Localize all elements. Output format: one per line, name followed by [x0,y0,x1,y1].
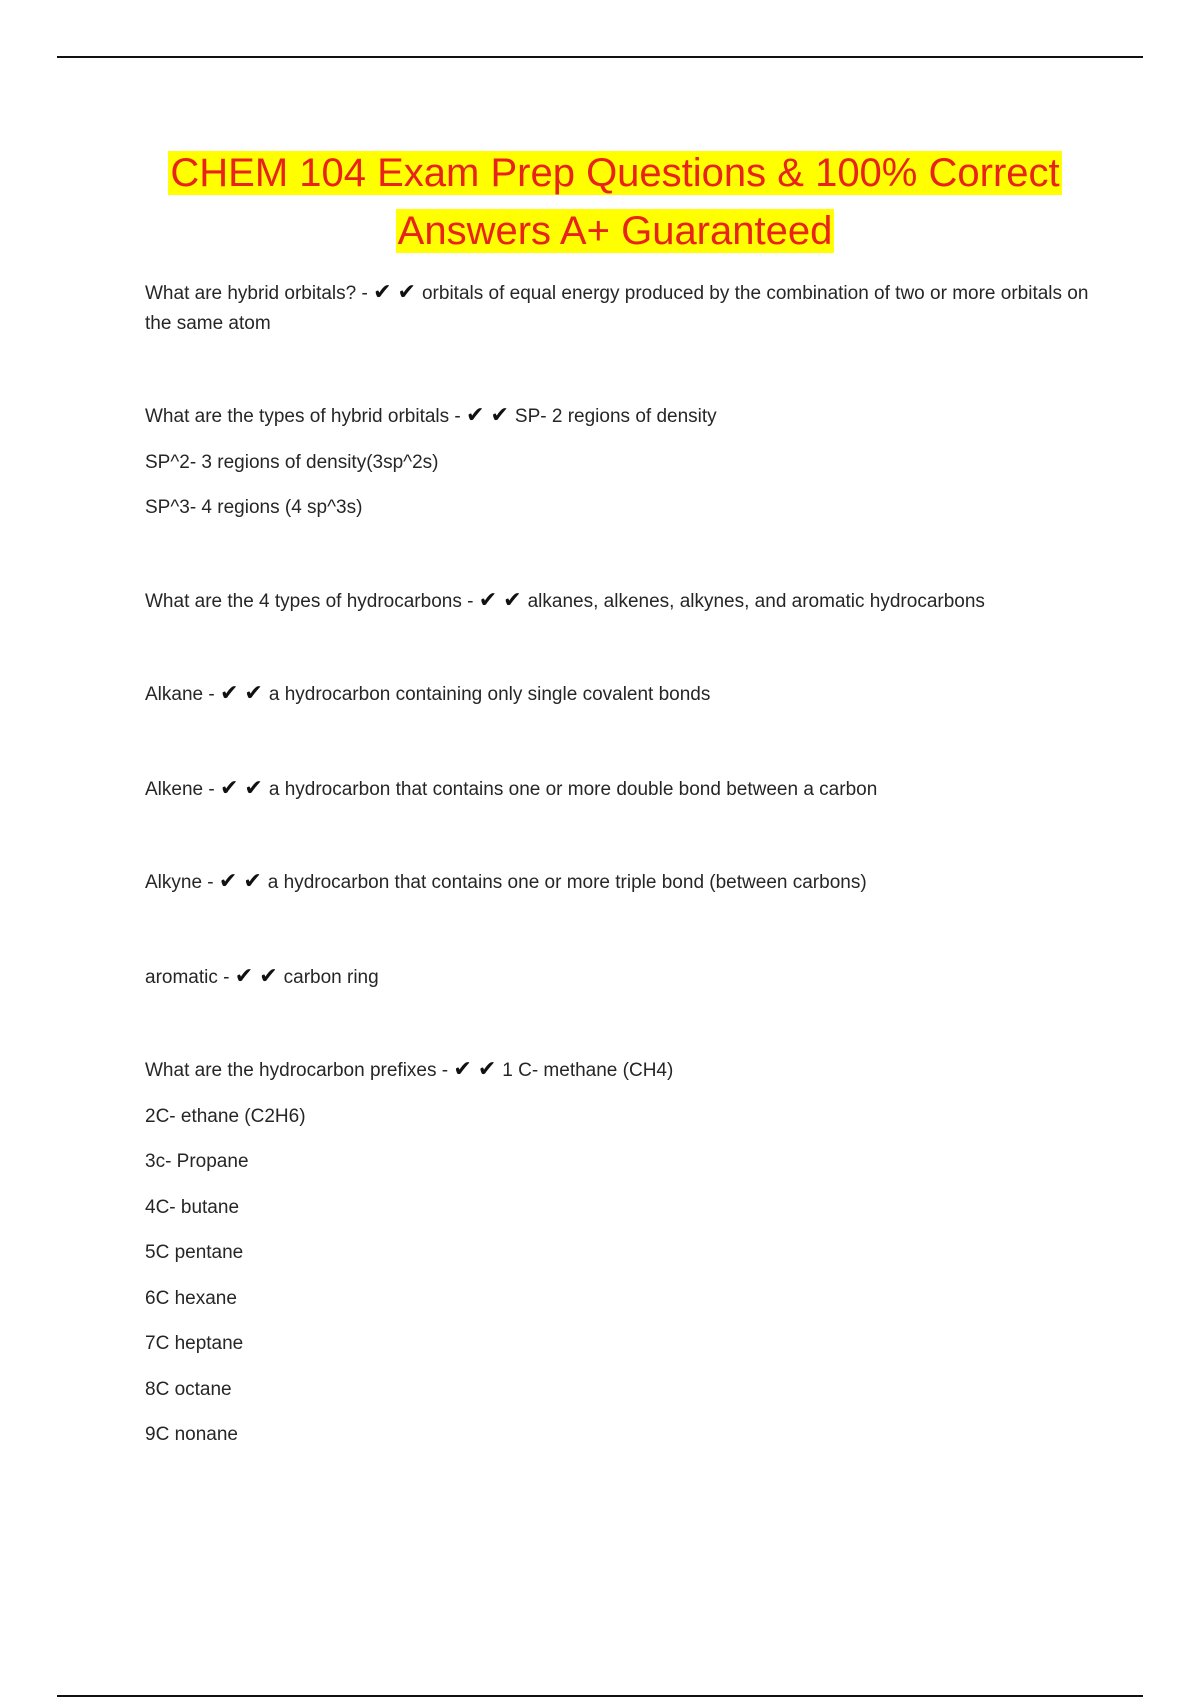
question-text: What are hybrid orbitals? - [145,283,368,304]
question-text: Alkyne - [145,872,214,893]
question-text: What are the hydrocarbon prefixes - [145,1060,449,1081]
top-rule [57,56,1143,58]
answer-text: a hydrocarbon containing only single covalent bonds [268,684,711,705]
checkmark-icon: ✔ [478,588,498,613]
qa-item-alkane [145,680,710,710]
answer-continuation: 5C pentane [145,1242,244,1263]
checkmark-icon: ✔ [219,681,239,706]
answer-continuation: 2C- ethane (C2H6) [145,1106,306,1127]
answer-text: a hydrocarbon that contains one or more double bond between a carbon [268,779,878,800]
qa-item-hydrocarbon-prefixes [145,1056,673,1086]
checkmark-icon: ✔ [259,964,278,989]
qa-item-aromatic [145,963,379,993]
qa-item-hydrocarbon-types [145,587,985,617]
checkmark-icon: ✔ [234,964,254,989]
checkmark-icon: ✔ [453,1057,472,1082]
answer-continuation: 7C heptane [145,1333,244,1354]
question-text: aromatic - [145,967,230,988]
answer-continuation: 4C- butane [145,1197,240,1218]
checkmark-icon: ✔ [373,280,392,305]
answer-continuation: 3c- Propane [145,1151,249,1172]
answer-continuation: SP^2- 3 regions of density(3sp^2s) [145,452,439,473]
title-line-2: Answers A+ Guaranteed [397,209,833,253]
qa-item-alkene [145,775,877,805]
qa-item-hybrid-orbitals [145,279,1095,339]
answer-continuation: 9C nonane [145,1424,238,1445]
checkmark-icon: ✔ [503,588,522,613]
checkmark-icon: ✔ [243,869,262,894]
checkmark-icon: ✔ [466,403,485,428]
question-text: Alkene - [145,779,215,800]
bottom-rule [57,1695,1143,1697]
document-title [60,144,1170,260]
answer-text: 1 C- methane (CH4) [502,1060,674,1081]
checkmark-icon: ✔ [477,1057,497,1082]
question-text: Alkane - [145,684,215,705]
checkmark-icon: ✔ [244,681,263,706]
answer-continuation: SP^3- 4 regions (4 sp^3s) [145,497,363,518]
answer-text: a hydrocarbon that contains one or more triple bond (between carbons) [267,872,867,893]
checkmark-icon: ✔ [219,776,239,801]
question-text: What are the 4 types of hydrocarbons - [145,591,474,612]
checkmark-icon: ✔ [218,869,238,894]
answer-text: carbon ring [283,967,379,988]
answer-text: alkanes, alkenes, alkynes, and aromatic hydrocarbons [527,591,985,612]
checkmark-icon: ✔ [490,403,509,428]
title-line-1: CHEM 104 Exam Prep Questions & 100% Correct [170,151,1060,195]
answer-continuation: 8C octane [145,1379,232,1400]
checkmark-icon: ✔ [397,280,416,305]
checkmark-icon: ✔ [244,776,263,801]
qa-item-hybrid-types [145,402,717,432]
answer-text: SP- 2 regions of density [514,406,717,427]
answer-text: orbitals of equal energy produced by the combination of two or more orbitals on the same atom [145,283,1089,334]
question-text: What are the types of hybrid orbitals - [145,406,461,427]
qa-item-alkyne [145,868,867,898]
answer-continuation: 6C hexane [145,1288,237,1309]
